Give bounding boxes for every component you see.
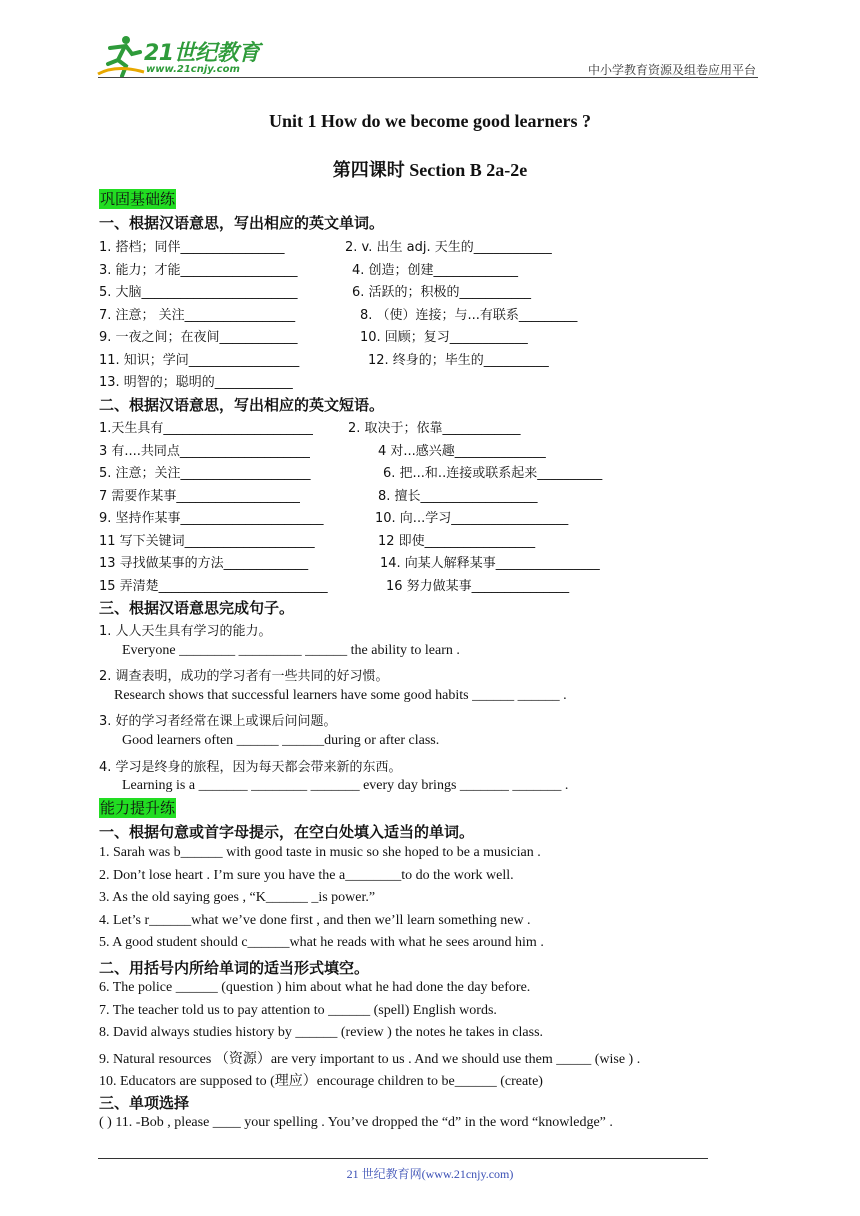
footer-text: 21 世纪教育网(www.21cnjy.com) [346, 1167, 514, 1181]
exercise-line: 5. A good student should c______what he reads with what he sees around him . [99, 935, 544, 950]
exercise-line: 7. The teacher told us to pay attention to ______ (spell) English words. [99, 1002, 497, 1018]
section-heading: 三、单项选择 [99, 1094, 190, 1112]
exercise-line: 2. 取决于；依靠____________ [348, 421, 521, 436]
exercise-line: 9. 一夜之间；在夜间____________ [99, 330, 298, 345]
exercise-line: 12. 终身的；毕生的__________ [368, 352, 549, 368]
exercise-line: 5. 注意；关注____________________ [99, 466, 311, 481]
exercise-line: 3 有....共同点____________________ [99, 443, 310, 459]
exercise-line: 3. 能力；才能__________________ [99, 262, 298, 278]
exercise-line: 8. 擅长__________________ [378, 488, 538, 504]
exercise-line: 3. 好的学习者经常在课上或课后问问题。 [99, 714, 337, 730]
exercise-line: Research shows that successful learners have some good habits ______ ______ . [114, 687, 567, 703]
exercise-line: 11. 知识；学问_________________ [99, 352, 300, 368]
exercise-line: 4 对...感兴趣______________ [378, 443, 546, 459]
exercise-line: 4. Let’s r______what we’ve done first , and then we’ll learn something new . [99, 912, 531, 928]
exercise-line: 4. 学习是终身的旅程，因为每天都会带来新的东西。 [99, 759, 402, 775]
exercise-line: 13. 明智的；聪明的____________ [99, 375, 293, 390]
exercise-line: 2. Don’t lose heart . I’m sure you have the a________to do the work well. [99, 867, 514, 883]
exercise-line: 14. 向某人解释某事________________ [380, 556, 600, 571]
section-tag-advanced: 能力提升练 [100, 799, 176, 817]
exercise-line: 16 努力做某事_______________ [386, 578, 570, 594]
exercise-line: 6. 活跃的；积极的___________ [352, 285, 532, 300]
exercise-line: 8. David always studies history by ______ (review ) the notes he takes in class. [99, 1025, 544, 1040]
exercise-line: 10. 回顾；复习____________ [360, 330, 528, 345]
exercise-line: 7. 注意； 关注_________________ [99, 307, 296, 323]
page-subtitle: 第四课时 Section B 2a-2e [332, 160, 528, 180]
header-divider [98, 77, 758, 78]
page-title: Unit 1 How do we become good learners ? [269, 111, 591, 131]
section-heading: 二、用括号内所给单词的适当形式填空。 [99, 959, 370, 977]
section-heading: 一、根据汉语意思，写出相应的英文单词。 [99, 214, 385, 232]
exercise-line: 11 写下关键词____________________ [99, 533, 315, 549]
exercise-line: 12 即使_________________ [378, 533, 536, 549]
site-logo [96, 32, 266, 82]
exercise-line: 8. （使）连接；与...有联系_________ [360, 307, 578, 323]
exercise-line: 10. 向...学习__________________ [375, 511, 569, 526]
exercise-line: 5. 大脑________________________ [99, 285, 298, 300]
exercise-line: 13 寻找做某事的方法_____________ [99, 556, 309, 571]
exercise-line: Good learners often ______ ______during or after class. [122, 733, 440, 748]
exercise-line: 1.天生具有_______________________ [99, 421, 313, 436]
footer-divider [98, 1158, 708, 1159]
exercise-line: 1. 人人天生具有学习的能力。 [99, 624, 272, 639]
exercise-line: 1. Sarah was b______ with good taste in music so she hoped to be a musician . [99, 845, 541, 860]
exercise-line: 9. Natural resources （资源）are very important to us . And we should use them _____ (wise ) . [99, 1051, 641, 1067]
exercise-line: 7 需要作某事___________________ [99, 488, 300, 504]
logo-url: www.21cnjy.com [146, 64, 240, 75]
exercise-line: 2. v. 出生 adj. 天生的____________ [345, 240, 552, 255]
section-heading: 三、根据汉语意思完成句子。 [99, 599, 295, 617]
exercise-line: ( ) 11. -Bob , please ____ your spelling . You’ve dropped the “d” in the word “knowledge” . [99, 1115, 613, 1130]
exercise-line: 9. 坚持作某事______________________ [99, 511, 324, 526]
exercise-line: 3. As the old saying goes , “K______ _is power.” [99, 890, 376, 905]
section-tag-basic: 巩固基础练 [100, 190, 176, 208]
exercise-line: 15 弄清楚__________________________ [99, 578, 328, 594]
exercise-line: 10. Educators are supposed to (理应）encourage children to be______ (create) [99, 1074, 543, 1089]
exercise-line: 6. The police ______ (question ) him about what he had done the day before. [99, 980, 531, 995]
exercise-line: Learning is a _______ ________ _______ every day brings _______ _______ . [122, 778, 569, 794]
exercise-line: 6. 把...和..连接或联系起来__________ [383, 466, 603, 481]
exercise-line: 4. 创造；创建_____________ [352, 262, 519, 278]
section-heading: 二、根据汉语意思，写出相应的英文短语。 [99, 396, 385, 414]
logo-text: 21世纪教育 [144, 41, 260, 66]
section-heading: 一、根据句意或首字母提示，在空白处填入适当的单词。 [99, 823, 475, 841]
runner-logo-icon [96, 34, 146, 78]
platform-name: 中小学教育资源及组卷应用平台 [587, 63, 756, 77]
exercise-line: 1. 搭档；同伴________________ [99, 240, 285, 255]
exercise-line: 2. 调查表明，成功的学习者有一些共同的好习惯。 [99, 669, 389, 685]
exercise-line: Everyone ________ _________ ______ the ability to learn . [122, 642, 460, 658]
